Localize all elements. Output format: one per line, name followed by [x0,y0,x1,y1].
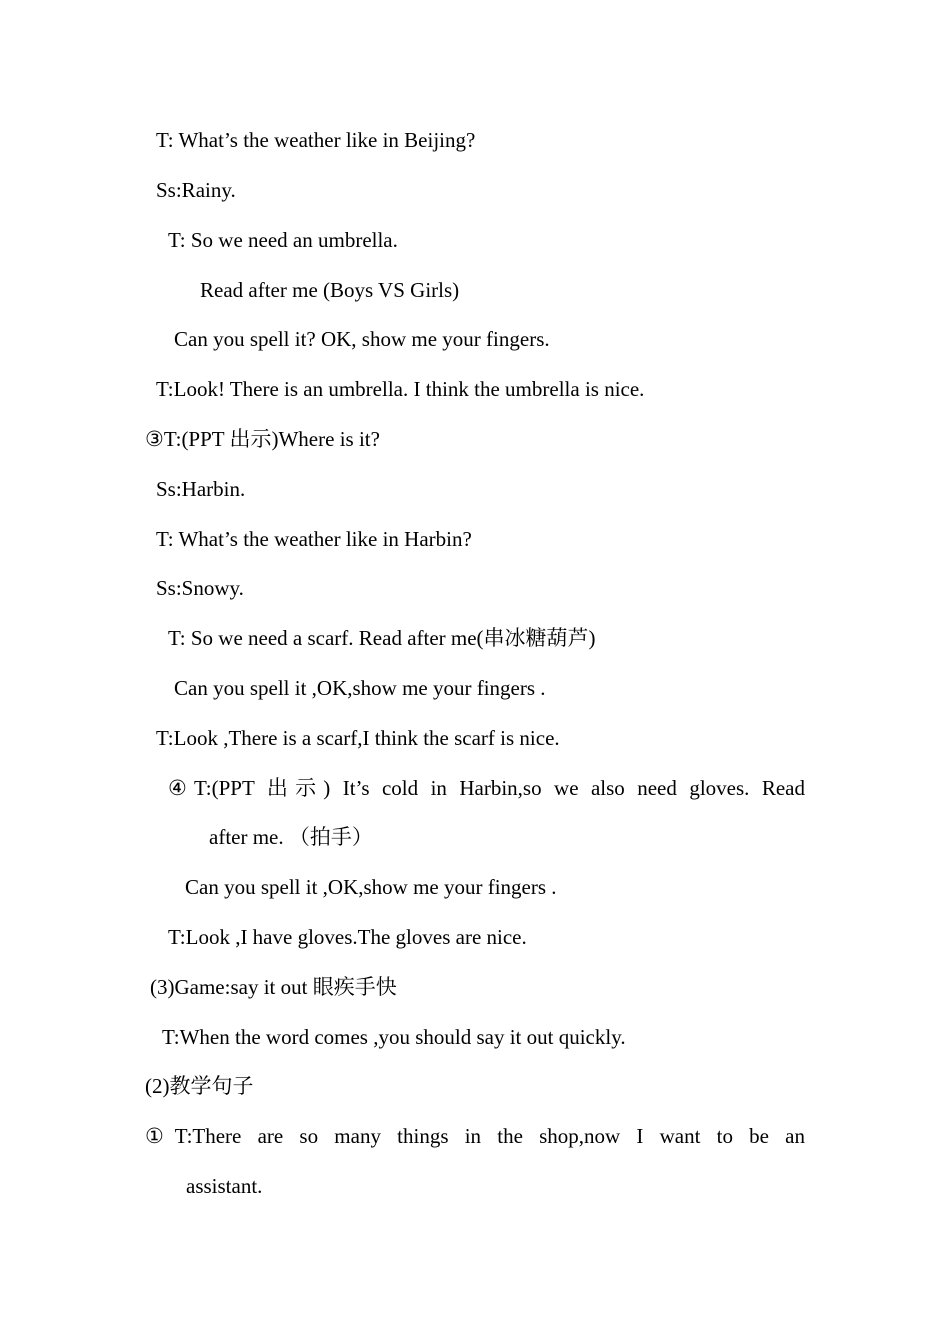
text-line: Ss:Harbin. [156,477,246,501]
text-line: ③T:(PPT 出示)Where is it? [145,427,380,451]
text-line: ④T:(PPT 出示) It’s cold in Harbin,so we also need gloves. Read [168,776,805,800]
text-line: T: So we need an umbrella. [168,228,398,252]
text-line: Can you spell it? OK, show me your fingers. [174,327,550,351]
text-line: T:Look! There is an umbrella. I think the umbrella is nice. [156,377,645,401]
text-line: ①T:There are so many things in the shop,now I want to be an [145,1124,805,1148]
text-line: T:Look ,There is a scarf,I think the scarf is nice. [156,726,560,750]
section-heading: (2)教学句子 [145,1074,254,1098]
text-line: T: What’s the weather like in Harbin? [156,527,472,551]
text-line: Ss:Rainy. [156,178,236,202]
text-line: Ss:Snowy. [156,576,244,600]
text-line: assistant. [186,1174,263,1198]
text-line: T: So we need a scarf. Read after me(串冰糖葫芦) [168,626,596,650]
text-line: T:When the word comes ,you should say it out quickly. [162,1025,626,1049]
text-line: T:Look ,I have gloves.The gloves are nice. [168,925,527,949]
text-line: Can you spell it ,OK,show me your fingers . [185,875,557,899]
text-line: Read after me (Boys VS Girls) [200,278,460,302]
text-line: T: What’s the weather like in Beijing? [156,128,476,152]
text-line: after me. （拍手） [209,825,373,849]
text-line: Can you spell it ,OK,show me your fingers . [174,676,546,700]
text-line: (3)Game:say it out 眼疾手快 [150,975,397,999]
